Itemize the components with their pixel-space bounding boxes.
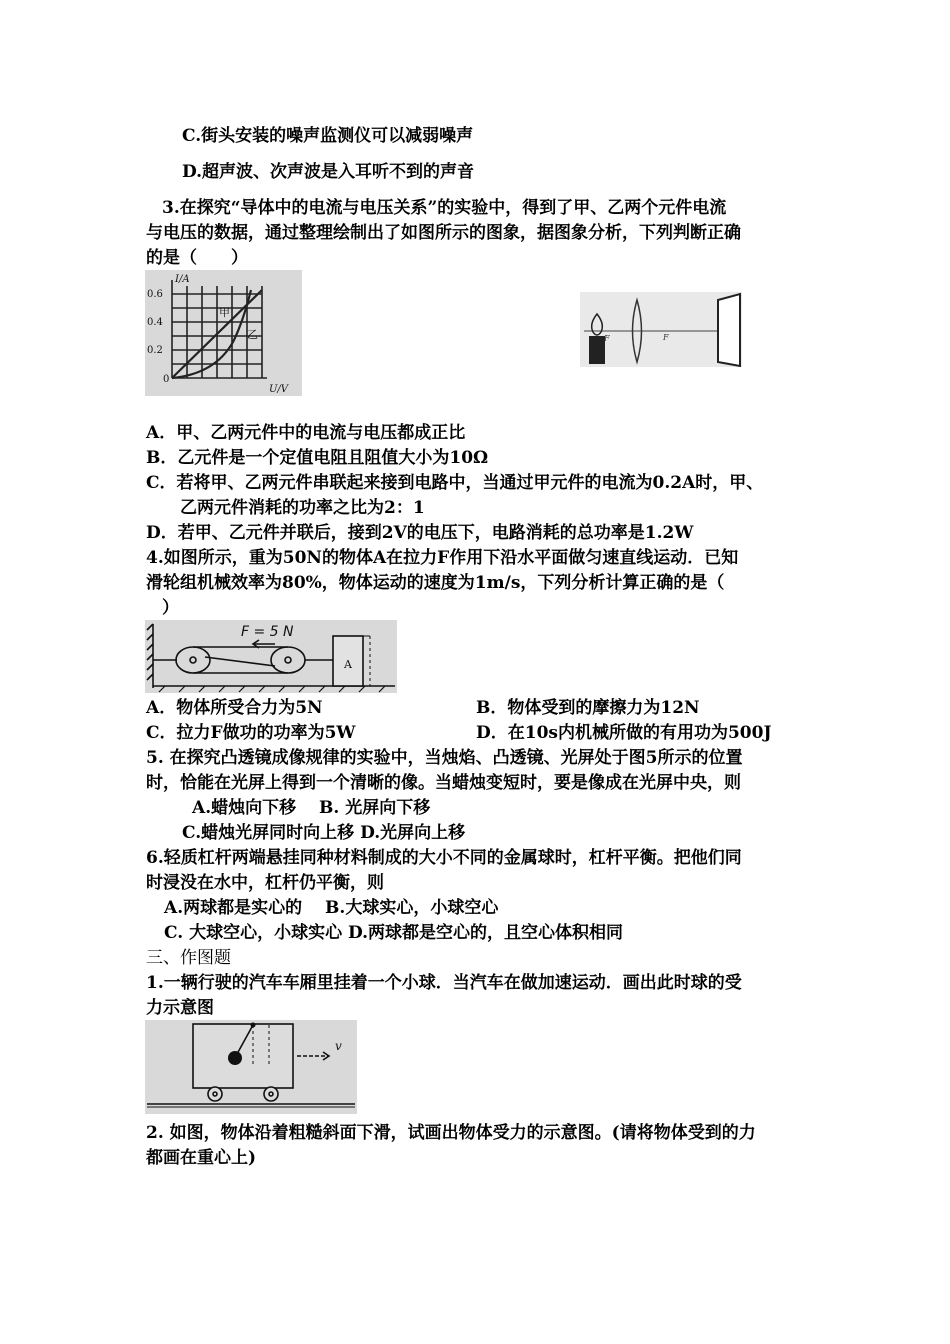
- q4-option-a: A．物体所受合力为5N: [146, 698, 323, 718]
- y-tick-0-6: 0.6: [147, 289, 163, 300]
- pulley-figure: [145, 620, 397, 693]
- q4-option-b: B．物体受到的摩擦力为12N: [476, 698, 700, 718]
- block-a-label: A: [344, 658, 352, 671]
- curve-label-jia: 甲: [219, 306, 230, 319]
- section3-heading: 三、作图题: [146, 948, 231, 968]
- current-voltage-graph: [145, 270, 302, 396]
- candle: [589, 336, 605, 364]
- q4-stem-line3: ）: [162, 598, 179, 618]
- q4-option-d: D．在10s内机械所做的有用功为500J: [476, 723, 772, 743]
- q3-option-c-line2: 乙两元件消耗的功率之比为2：1: [180, 498, 425, 518]
- curve-label-yi: 乙: [247, 328, 258, 341]
- lens-setup-figure: [580, 292, 742, 367]
- section3-p1-line1: 1.一辆行驶的汽车车厢里挂着一个小球．当汽车在做加速运动．画出此时球的受: [146, 973, 742, 993]
- q3-option-b: B．乙元件是一个定值电阻且阻值大小为10Ω: [146, 448, 489, 468]
- q5-stem-line1: 5. 在探究凸透镜成像规律的实验中，当烛焰、凸透镜、光屏处于图5所示的位置: [146, 748, 743, 768]
- candle-flame: [592, 314, 603, 335]
- q4-stem-line2: 滑轮组机械效率为80%，物体运动的速度为1m/s，下列分析计算正确的是（: [146, 573, 725, 593]
- focus-left-label: F: [604, 334, 610, 343]
- y-tick-0-2: 0.2: [147, 345, 163, 356]
- car-figure: [145, 1020, 357, 1114]
- q6-options-cd: C. 大球空心，小球实心 D.两球都是空心的，且空心体积相同: [164, 923, 624, 943]
- section3-p1-line2: 力示意图: [146, 998, 214, 1018]
- section3-p2-line2: 都画在重心上): [146, 1148, 257, 1168]
- q6-stem-line1: 6.轻质杠杆两端悬挂同种材料制成的大小不同的金属球时，杠杆平衡。把他们同: [146, 848, 742, 868]
- q3-option-c-line1: C．若将甲、乙两元件串联起来接到电路中，当通过甲元件的电流为0.2A时，甲、: [146, 473, 764, 493]
- q2-option-c: C.街头安装的噪声监测仪可以减弱噪声: [182, 126, 474, 146]
- velocity-label: v: [335, 1039, 342, 1053]
- q6-options-ab: A.两球都是实心的 B.大球实心，小球空心: [164, 898, 499, 918]
- q3-option-a: A．甲、乙两元件中的电流与电压都成正比: [146, 423, 466, 443]
- y-tick-0-4: 0.4: [147, 317, 163, 328]
- q5-options-ab: A.蜡烛向下移 B. 光屏向下移: [192, 798, 431, 818]
- hanging-ball: [228, 1051, 242, 1065]
- q5-options-cd: C.蜡烛光屏同时向上移 D.光屏向上移: [182, 823, 466, 843]
- pulley-force-label: F = 5 N: [241, 624, 294, 640]
- q4-stem-line1: 4.如图所示，重为50N的物体A在拉力F作用下沿水平面做匀速直线运动．已知: [146, 548, 739, 568]
- origin-label: 0: [163, 374, 170, 385]
- q3-option-d: D．若甲、乙元件并联后，接到2V的电压下，电路消耗的总功率是1.2W: [146, 523, 694, 543]
- q3-stem-line3: 的是（ ）: [146, 248, 248, 268]
- x-axis-label: U/V: [269, 384, 289, 395]
- light-screen: [718, 294, 740, 366]
- q5-stem-line2: 时，恰能在光屏上得到一个清晰的像。当蜡烛变短时，要是像成在光屏中央，则: [146, 773, 741, 793]
- focus-right-label: F: [663, 333, 669, 342]
- q2-option-d: D.超声波、次声波是入耳听不到的声音: [182, 162, 475, 182]
- y-axis-label: I/A: [175, 274, 190, 285]
- q6-stem-line2: 时浸没在水中，杠杆仍平衡，则: [146, 873, 384, 893]
- q3-stem-line1: 3.在探究“导体中的电流与电压关系”的实验中，得到了甲、乙两个元件电流: [162, 198, 727, 218]
- q4-option-c: C．拉力F做功的功率为5W: [146, 723, 356, 743]
- q3-stem-line2: 与电压的数据，通过整理绘制出了如图所示的图象，据图象分析，下列判断正确: [146, 223, 741, 243]
- section3-p2-line1: 2. 如图，物体沿着粗糙斜面下滑，试画出物体受力的示意图。(请将物体受到的力: [146, 1123, 756, 1143]
